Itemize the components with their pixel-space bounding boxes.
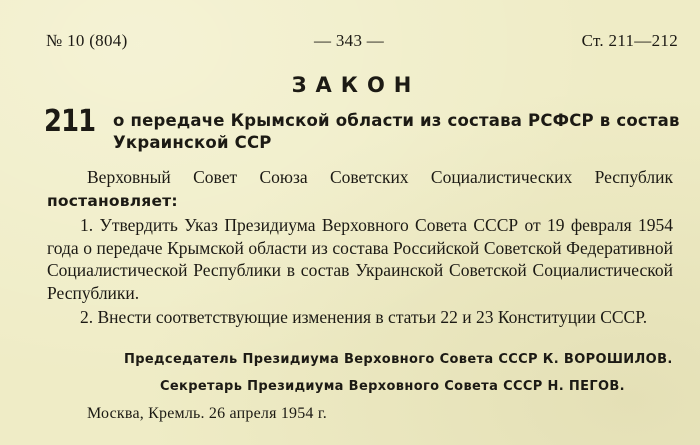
place-and-date: Москва, Кремль. 26 апреля 1954 г. — [87, 405, 327, 422]
secretary-signature: Секретарь Президиума Верховного Совета СССР Н. ПЕГОВ. — [160, 379, 625, 394]
clause-1 — [47, 214, 673, 304]
law-number: 211 — [44, 104, 96, 139]
preamble-text: Верховный Совет Союза Советских Социалистических Республик — [87, 167, 673, 187]
article-range: Ст. 211—212 — [581, 31, 678, 50]
document-title: ЗАКОН — [291, 73, 421, 97]
clause-2-text: 2. Внести соответствующие изменения в статьи 22 и 23 Конституции СССР. — [80, 307, 648, 327]
chairman-signature: Председатель Президиума Верховного Совета СССР К. ВОРОШИЛОВ. — [124, 352, 673, 367]
law-subject: о передаче Крымской области из состава РСФСР в состав Украинской ССР — [113, 111, 680, 152]
page-header — [0, 31, 700, 53]
preamble — [47, 166, 673, 212]
clause-2 — [47, 306, 673, 329]
clause-1-text: 1. Утвердить Указ Президиума Верховного Совета СССР от 19 февраля 1954 года о передаче Крымской области из состава Российской Советской Федеративной Социалистической Республики в состав Украинской Советской Социалистической Республики. — [47, 215, 673, 303]
issue-number: № 10 (804) — [46, 31, 128, 50]
preamble-verb: постановляет: — [47, 191, 178, 210]
page-number: — 343 — — [314, 31, 385, 50]
